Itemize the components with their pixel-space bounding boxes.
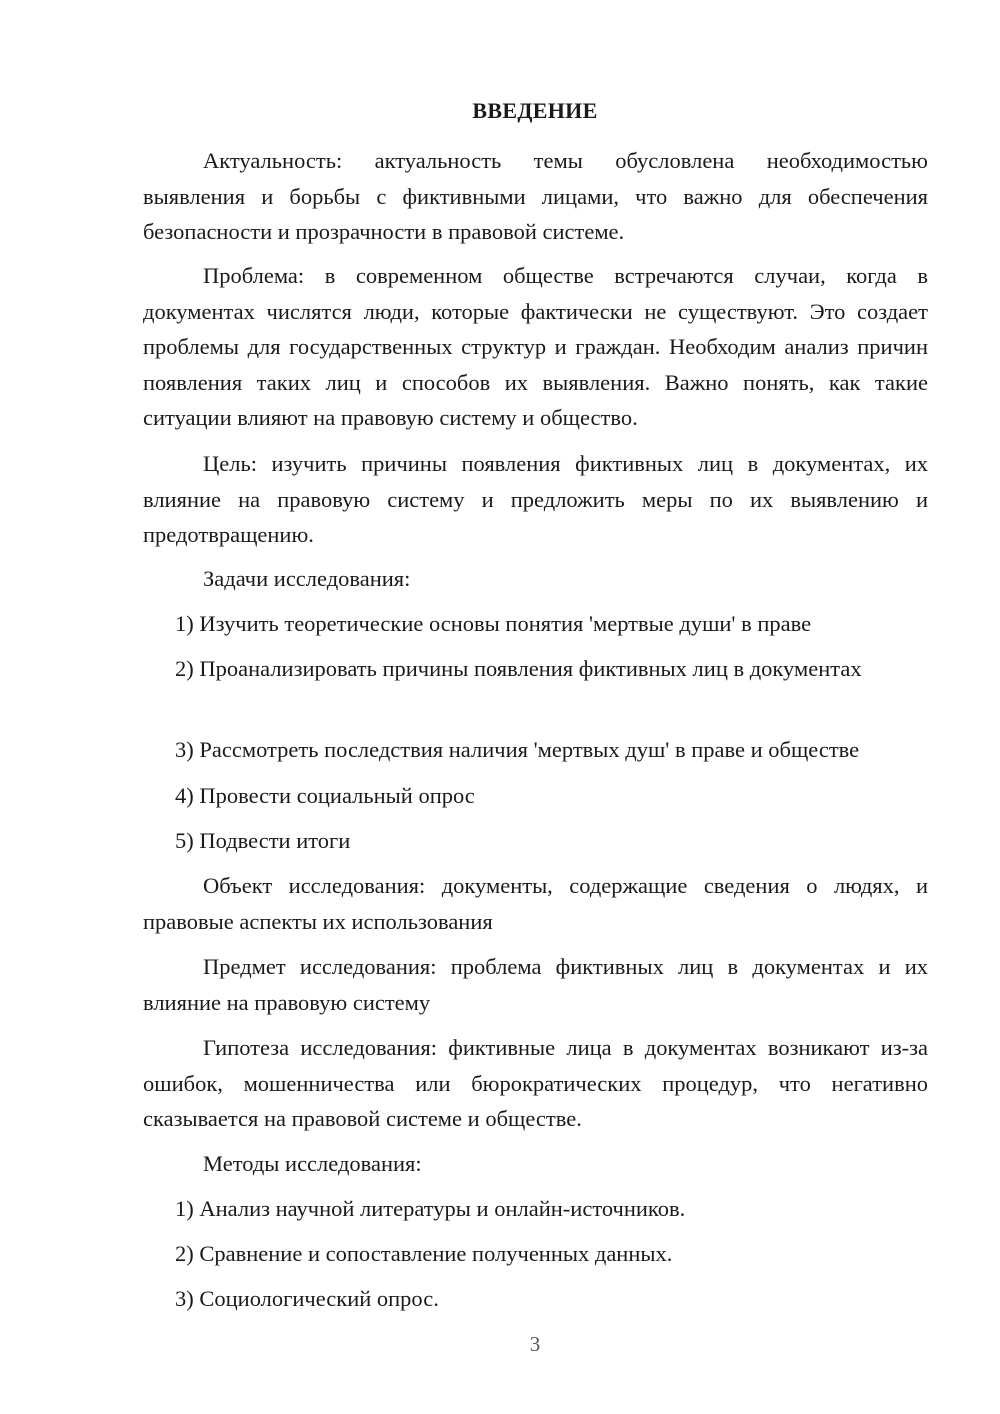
relevance-paragraph: Актуальность: актуальность темы обусловлена необходимостью выявления и борьбы с фиктивными лицами, что важно для обеспечения безопасности и прозрачности в правовой системе. [143, 148, 928, 244]
goal-paragraph: Цель: изучить причины появления фиктивных лиц в документах, их влияние на правовую систему и предложить меры по их выявлению и предотвращению. [143, 451, 928, 547]
task-item-4: 4) Провести социальный опрос [175, 783, 475, 808]
task-item-3: 3) Рассмотреть последствия наличия 'мертвых душ' в праве и обществе [175, 737, 860, 762]
task-item-5: 5) Подвести итоги [175, 828, 351, 853]
method-item-3: 3) Социологический опрос. [175, 1286, 439, 1311]
task-item-2-text: 2) Проанализировать причины появления фиктивных лиц в документах [175, 656, 862, 681]
task-item-1: 1) Изучить теоретические основы понятия 'мертвые души' в праве [175, 611, 812, 636]
page-number: 3 [529, 1332, 541, 1356]
object-paragraph: Объект исследования: документы, содержащие сведения о людях, и правовые аспекты их использования [143, 873, 928, 934]
method-item-2: 2) Сравнение и сопоставление полученных данных. [175, 1241, 673, 1266]
subject-paragraph: Предмет исследования: проблема фиктивных лиц в документах и их влияние на правовую систему [143, 954, 928, 1015]
tasks-heading: Задачи исследования: [203, 566, 411, 591]
problem-paragraph: Проблема: в современном обществе встречаются случаи, когда в документах числятся люди, которые фактически не существуют. Это создает проблемы для государственных структур и граждан. Необходим анализ причин появления таких лиц и способов их выявления. Важно понять, как такие ситуации влияют на правовую систему и общество. [143, 263, 928, 430]
method-item-1: 1) Анализ научной литературы и онлайн-источников. [175, 1196, 686, 1221]
methods-heading: Методы исследования: [203, 1151, 422, 1176]
hypothesis-paragraph: Гипотеза исследования: фиктивные лица в документах возникают из-за ошибок, мошенничества или бюрократических процедур, что негативно сказывается на правовой системе и обществе. [143, 1035, 928, 1131]
section-title: ВВЕДЕНИЕ [472, 98, 598, 123]
task-item-2 [143, 651, 928, 687]
